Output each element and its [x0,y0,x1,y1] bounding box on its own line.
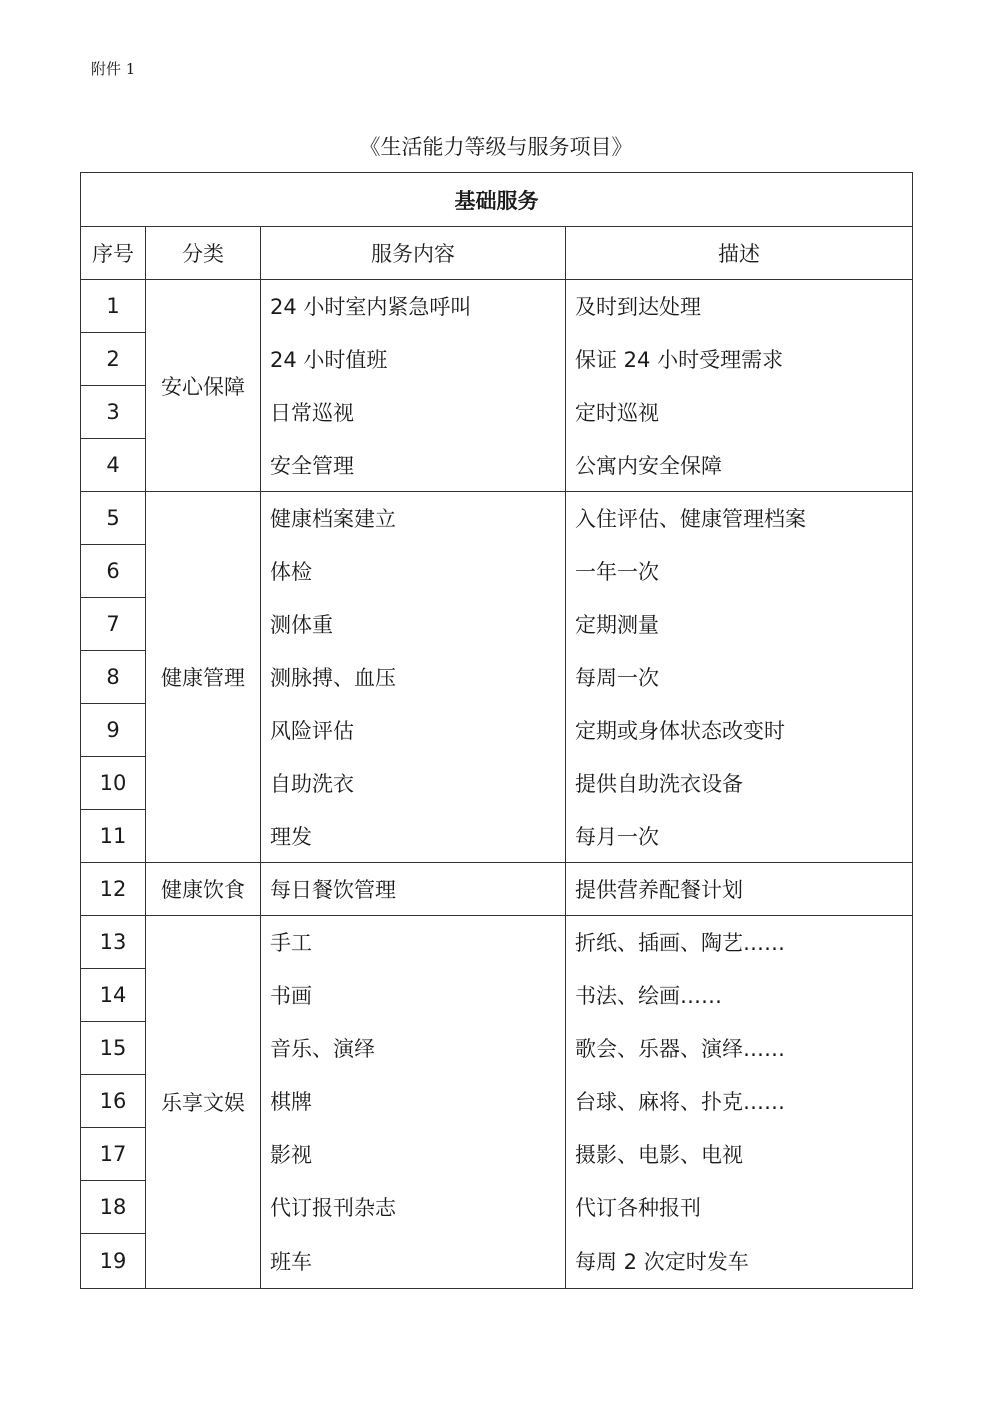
service-content-cell: 健康档案建立 [261,492,566,545]
description-cell: 一年一次 [566,545,913,598]
description-cell: 公寓内安全保障 [566,439,913,492]
service-content-cell: 安全管理 [261,439,566,492]
service-content-cell: 理发 [261,810,566,863]
row-number: 19 [81,1234,146,1289]
header-category: 分类 [146,227,261,280]
service-content-cell: 音乐、演绎 [261,1022,566,1075]
description-cell: 每周一次 [566,651,913,704]
description-cell: 歌会、乐器、演绎…… [566,1022,913,1075]
row-number: 14 [81,969,146,1022]
header-description: 描述 [566,227,913,280]
service-content-cell: 书画 [261,969,566,1022]
service-content-cell: 自助洗衣 [261,757,566,810]
description-cell: 提供营养配餐计划 [566,863,913,916]
section-title: 基础服务 [81,173,913,227]
document-title: 《生活能力等级与服务项目》 [359,135,633,159]
service-content-cell: 测体重 [261,598,566,651]
description-cell: 台球、麻将、扑克…… [566,1075,913,1128]
service-content-cell: 体检 [261,545,566,598]
description-cell: 代订各种报刊 [566,1181,913,1234]
table-row [81,863,913,916]
attachment-label: 附件 1 [91,60,136,78]
service-content-cell: 班车 [261,1234,566,1289]
row-number: 12 [81,863,146,916]
row-number: 18 [81,1181,146,1234]
category-cell: 健康管理 [146,492,261,863]
category-cell: 健康饮食 [146,863,261,916]
description-cell: 保证 24 小时受理需求 [566,333,913,386]
description-cell: 及时到达处理 [566,280,913,333]
row-number: 8 [81,651,146,704]
table-row [81,916,913,969]
service-content-cell: 24 小时室内紧急呼叫 [261,280,566,333]
service-content-cell: 风险评估 [261,704,566,757]
row-number: 11 [81,810,146,863]
row-number: 17 [81,1128,146,1181]
service-content-cell: 手工 [261,916,566,969]
description-cell: 定期测量 [566,598,913,651]
table-row [81,280,913,333]
row-number: 15 [81,1022,146,1075]
description-cell: 每周 2 次定时发车 [566,1234,913,1289]
description-cell: 入住评估、健康管理档案 [566,492,913,545]
service-content-cell: 棋牌 [261,1075,566,1128]
description-cell: 提供自助洗衣设备 [566,757,913,810]
header-service-content: 服务内容 [261,227,566,280]
description-cell: 每月一次 [566,810,913,863]
row-number: 1 [81,280,146,333]
table-body [81,280,913,1289]
service-content-cell: 24 小时值班 [261,333,566,386]
service-content-cell: 测脉搏、血压 [261,651,566,704]
category-cell: 安心保障 [146,280,261,492]
row-number: 13 [81,916,146,969]
column-header-row [81,227,913,280]
row-number: 16 [81,1075,146,1128]
row-number: 3 [81,386,146,439]
row-number: 5 [81,492,146,545]
header-number: 序号 [81,227,146,280]
description-cell: 定期或身体状态改变时 [566,704,913,757]
service-table [80,172,913,1289]
row-number: 10 [81,757,146,810]
description-cell: 书法、绘画…… [566,969,913,1022]
row-number: 6 [81,545,146,598]
row-number: 4 [81,439,146,492]
service-content-cell: 每日餐饮管理 [261,863,566,916]
service-content-cell: 日常巡视 [261,386,566,439]
table-row [81,492,913,545]
service-content-cell: 代订报刊杂志 [261,1181,566,1234]
row-number: 7 [81,598,146,651]
service-content-cell: 影视 [261,1128,566,1181]
description-cell: 折纸、插画、陶艺…… [566,916,913,969]
category-cell: 乐享文娱 [146,916,261,1289]
description-cell: 摄影、电影、电视 [566,1128,913,1181]
description-cell: 定时巡视 [566,386,913,439]
row-number: 9 [81,704,146,757]
section-header-row [81,173,913,227]
row-number: 2 [81,333,146,386]
